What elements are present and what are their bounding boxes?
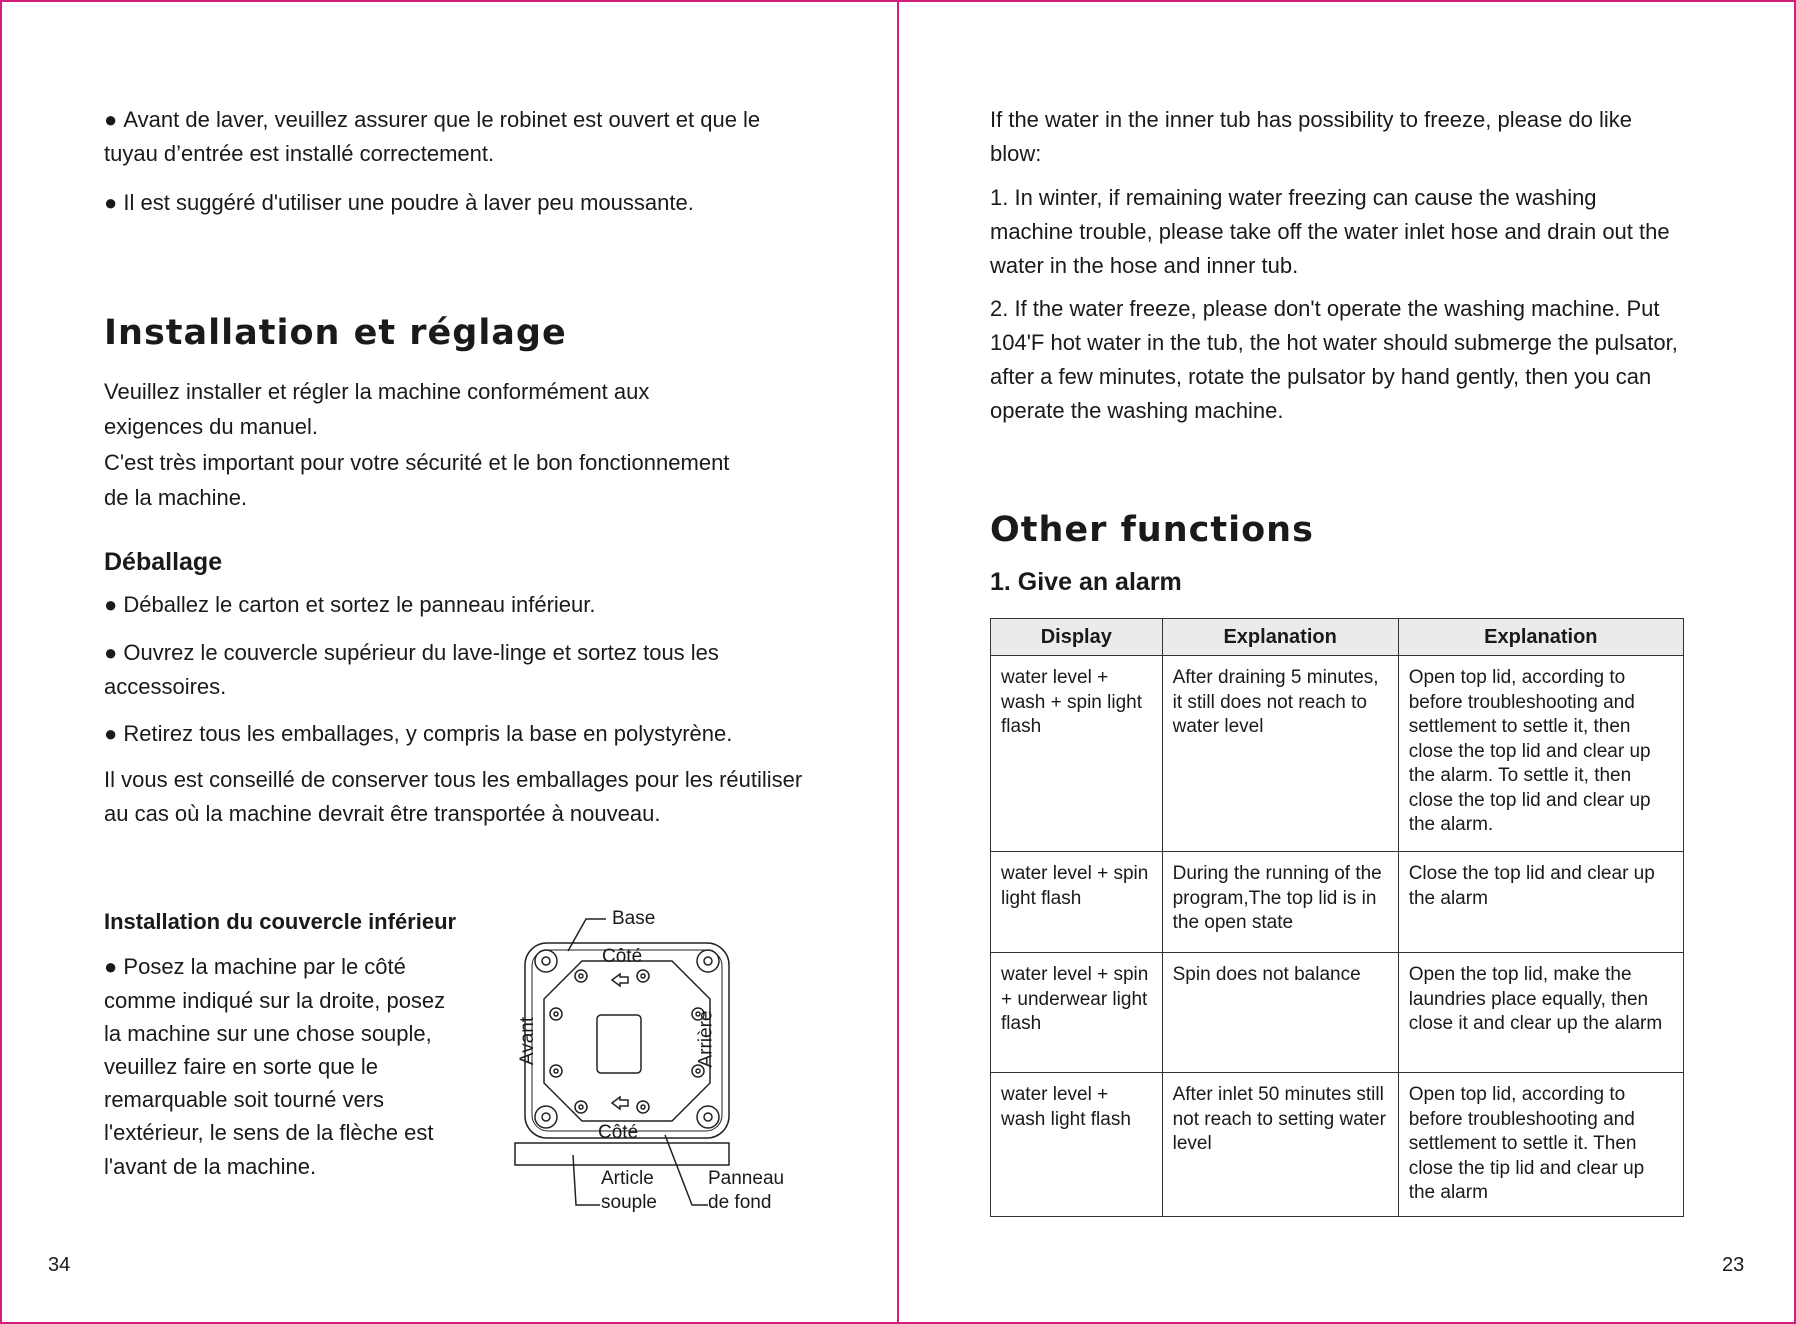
label-front: Avant [517,1016,539,1066]
cover-line-2: comme indiqué sur la droite, posez [104,988,446,1013]
label-side-top: Côté [602,946,643,967]
freeze-step-1: 1. In winter, if remaining water freezing can cause the washing machine trouble, please take off the water inlet hose and drain out the water in the hose and inner tub. [990,185,1670,278]
bullet-unpack-2: ● Ouvrez le couvercle supérieur du lave-linge et sortez tous les accessoires. [104,636,804,704]
table-cell: water level + spin light flash [991,852,1163,953]
table-row [991,852,1684,953]
heading-bottom-cover: Installation du couvercle inférieur [104,909,457,934]
cover-line-4: veuillez faire en sorte que le [104,1054,378,1079]
subtitle-give-alarm: 1. Give an alarm [990,568,1182,596]
table-cell: water level + wash + spin light flash [991,656,1163,852]
label-base: Base [612,908,656,929]
alarm-table [990,618,1684,1217]
table-cell: Open top lid, according to before troubleshooting and settlement to settle it, then close the top lid and clear up the alarm. To settle it, then close the top lid and clear up the alarm. [1398,656,1683,852]
table-cell: During the running of the program,The top lid is in the open state [1162,852,1398,953]
table-cell: Close the top lid and clear up the alarm [1398,852,1683,953]
header-display: Display [991,619,1163,656]
intro-line-4: de la machine. [104,485,248,510]
table-row [991,1073,1684,1217]
table-row [991,953,1684,1073]
table-cell: After inlet 50 minutes still not reach to setting water level [1162,1073,1398,1217]
table-cell: water level + spin + underwear light flash [991,953,1163,1073]
table-cell: After draining 5 minutes, it still does not reach to water level [1162,656,1398,852]
label-soft-article-1: Article [601,1168,654,1189]
bullet-faucet: ● Avant de laver, veuillez assurer que le robinet est ouvert et que le tuyau d’entrée est installé correctement. [104,103,804,171]
label-side-bottom: Côté [598,1122,639,1143]
header-explanation-2: Explanation [1398,619,1683,656]
label-bottom-panel-1: Panneau [708,1168,785,1189]
cover-line-6: l'extérieur, le sens de la flèche est [104,1120,434,1145]
label-soft-article-2: souple [601,1192,657,1213]
cover-line-1: ● Posez la machine par le côté [104,950,406,984]
intro-line-3: C'est très important pour votre sécurité et le bon fonctionnement [104,450,730,475]
bullet-unpack-3: ● Retirez tous les emballages, y compris la base en polystyrène. [104,717,824,751]
bullet-unpack-1: ● Déballez le carton et sortez le panneau inférieur. [104,588,804,622]
cover-line-5: remarquable soit tourné vers [104,1087,385,1112]
page-number-left: 34 [48,1254,71,1276]
bottom-cover-diagram [510,903,810,1223]
table-header-row [991,619,1684,656]
page-number-right: 23 [1722,1254,1745,1276]
right-page [899,0,1796,1324]
table-cell: water level + wash light flash [991,1073,1163,1217]
bullet-powder: ● Il est suggéré d'utiliser une poudre à laver peu moussante. [104,186,804,220]
freeze-intro: If the water in the inner tub has possibility to freeze, please do like blow: [990,107,1633,166]
cover-line-7: l'avant de la machine. [104,1154,317,1179]
table-cell: Spin does not balance [1162,953,1398,1073]
table-cell: Open the top lid, make the laundries place equally, then close it and clear up the alarm [1398,953,1683,1073]
cover-line-3: la machine sur une chose souple, [104,1021,432,1046]
intro-line-1: Veuillez installer et régler la machine conformément aux [104,379,650,404]
section-title-installation: Installation et réglage [104,313,567,353]
table-row [991,656,1684,852]
heading-unpacking: Déballage [104,548,223,576]
intro-line-2: exigences du manuel. [104,414,319,439]
freeze-step-2: 2. If the water freeze, please don't operate the washing machine. Put 104'F hot water in the tub, the hot water should submerge the pulsator, after a few minutes, rotate the pulsator by hand gently, then you can operate the washing machine. [990,296,1678,423]
label-bottom-panel-2: de fond [708,1192,772,1213]
table-cell: Open top lid, according to before troubleshooting and settlement to settle it. Then close the tip lid and clear up the alarm [1398,1073,1683,1217]
left-page [0,0,897,1324]
label-rear: Arrière [695,1010,717,1068]
section-title-other-functions: Other functions [990,510,1314,550]
header-explanation-1: Explanation [1162,619,1398,656]
packaging-note: Il vous est conseillé de conserver tous les emballages pour les réutiliser au cas où la machine devrait être transportée à nouveau. [104,767,803,826]
